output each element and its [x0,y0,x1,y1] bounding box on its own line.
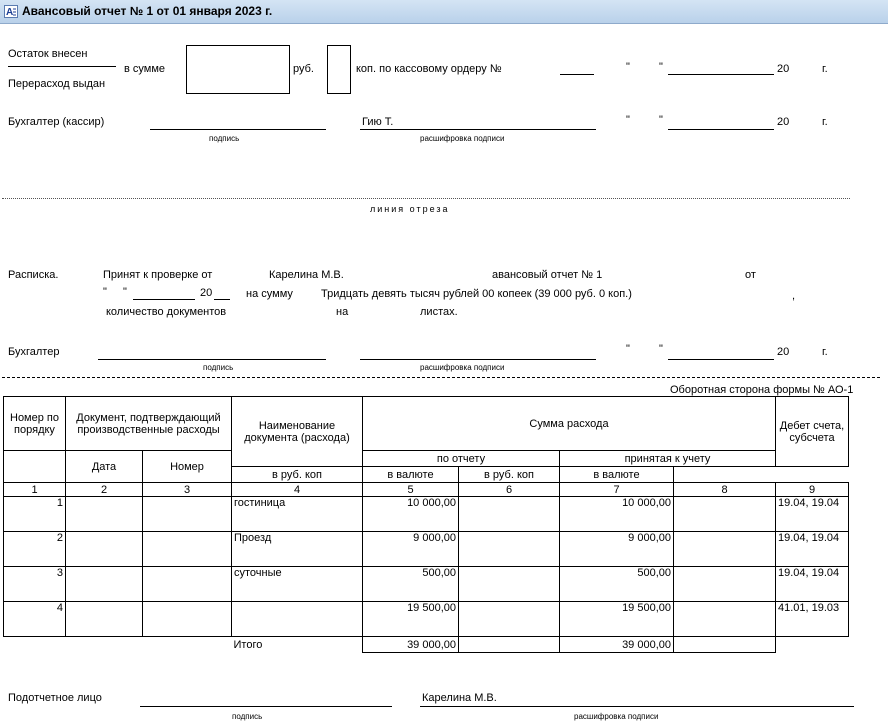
window-titlebar [0,0,888,24]
row-number: 2 [4,532,66,567]
header-cur-1: в валюте [363,467,459,483]
table-row [4,602,849,637]
header-document: Документ, подтверждающий производственные расходы [66,397,232,451]
receipt-comma: , [792,290,796,302]
remainder-underline [8,66,116,67]
total-cur [459,637,560,653]
header-sum: Сумма расхода [363,397,776,451]
header-date: Дата [66,451,143,483]
table-row [4,497,849,532]
row-accepted: 10 000,00 [560,497,674,532]
header-cur-2: в валюте [560,467,674,483]
receipt-year: 20 [200,287,213,299]
row-debit: 41.01, 19.03 [776,602,849,637]
header-rub-2: в руб. коп [459,467,560,483]
header-number: Номер по порядку [4,397,66,451]
kop-order-label: коп. по кассовому ордеру № [356,63,502,75]
row-accepted-cur [674,567,776,602]
row-number: 3 [4,567,66,602]
remainder-label: Остаток внесен [8,48,88,60]
total-rub: 39 000,00 [363,637,459,653]
receipt-label: Расписка. [8,269,59,281]
colnum-1: 1 [4,483,66,497]
row-doc-number[interactable] [143,532,232,567]
window-title: Авансовый отчет № 1 от 01 января 2023 г. [22,4,273,18]
row-debit: 19.04, 19.04 [776,532,849,567]
row-number: 4 [4,602,66,637]
receipt-amount-text: Тридцать девять тысяч рублей 00 копеек (39 000 руб. 0 коп.) [321,288,632,300]
row-accepted: 500,00 [560,567,674,602]
row-cur [459,567,560,602]
receipt-day-line[interactable] [133,299,195,300]
accountant-label: Бухгалтер [8,346,60,358]
header-by-report: по отчету [363,451,560,467]
table-row [4,532,849,567]
cashier-label: Бухгалтер (кассир) [8,116,105,128]
accountant-signature-line[interactable] [98,359,326,360]
accountable-person-label: Подотчетное лицо [8,692,102,704]
receipt-ot: от [745,269,756,281]
table-row [4,567,849,602]
accountant-name-line[interactable] [360,359,596,360]
accountant-year-suffix: г. [822,346,828,358]
colnum-9: 9 [776,483,849,497]
cashier-year: 20 [777,116,790,128]
receipt-docs-count: количество документов [106,306,227,318]
accountant-decode-hint: расшифровка подписи [420,363,505,372]
row-rub: 19 500,00 [363,602,459,637]
colnum-2: 2 [66,483,143,497]
cashier-signature-line[interactable] [150,129,326,130]
cashier-quote-close: " [659,114,663,126]
accountable-signature-hint: подпись [232,712,263,721]
cashier-date-line[interactable] [668,129,774,130]
row-date[interactable] [66,497,143,532]
accountable-name-line [420,706,854,707]
accountant-quote-open: " [626,343,630,355]
row-cur [459,497,560,532]
quote-close: " [659,61,663,73]
row-date[interactable] [66,602,143,637]
year-prefix: 20 [777,63,790,75]
colnum-5: 5 [363,483,459,497]
row-cur [459,602,560,637]
row-doc-number[interactable] [143,602,232,637]
cashier-year-suffix: г. [822,116,828,128]
cut-line-label: линия отреза [370,204,450,214]
row-accepted-cur [674,602,776,637]
colnum-6: 6 [459,483,560,497]
receipt-year-line[interactable] [214,299,230,300]
cashier-name: Гию Т. [362,116,394,128]
header-debit: Дебет счета, субсчета [776,397,849,467]
total-label: Итого [233,638,263,651]
receipt-sheets: листах. [420,306,458,318]
header-rub-1: в руб. коп [232,467,363,483]
cashier-quote-open: " [626,114,630,126]
receipt-accepted: Принят к проверке от [103,269,213,281]
report-icon [4,5,18,18]
cut-dashed-line [2,377,880,378]
header-name: Наименование документа (расхода) [232,397,363,467]
row-name: Проезд [232,532,363,567]
accountable-signature-line[interactable] [140,706,392,707]
header-num: Номер [143,451,232,483]
row-number: 1 [4,497,66,532]
rub-label: руб. [293,63,314,75]
total-accepted: 39 000,00 [560,637,674,653]
row-debit: 19.04, 19.04 [776,497,849,532]
amount-rub-box[interactable] [186,45,290,94]
svg-text:A: A [6,7,14,18]
row-accepted: 9 000,00 [560,532,674,567]
receipt-person: Карелина М.В. [269,269,344,281]
receipt-quote-close: " [123,286,127,298]
row-rub: 500,00 [363,567,459,602]
row-rub: 10 000,00 [363,497,459,532]
accountable-name: Карелина М.В. [422,692,497,704]
row-doc-number[interactable] [143,497,232,532]
row-accepted: 19 500,00 [560,602,674,637]
row-accepted-cur [674,532,776,567]
colnum-4: 4 [232,483,363,497]
cashier-name-line [360,129,596,130]
row-name: суточные [232,567,363,602]
row-name: гостиница [232,497,363,532]
order-number-line[interactable] [560,74,594,75]
colnum-3: 3 [143,483,232,497]
accountant-signature-hint: подпись [203,363,234,372]
row-name [232,602,363,637]
header-number-cont [4,451,66,483]
receipt-na: на [336,306,349,318]
year-suffix: г. [822,63,828,75]
overspend-label: Перерасход выдан [8,78,106,90]
colnum-7: 7 [560,483,674,497]
header-accepted: принятая к учету [560,451,776,467]
cashier-decode-hint: расшифровка подписи [420,134,505,143]
in-amount-label: в сумме [124,63,166,75]
colnum-8: 8 [674,483,776,497]
receipt-quote-open: " [103,286,107,298]
cut-dotted-line [2,198,850,199]
total-row [4,637,849,653]
row-rub: 9 000,00 [363,532,459,567]
quote-open: " [626,61,630,73]
amount-kop-box[interactable] [327,45,351,94]
expense-table [3,396,849,653]
receipt-amount-label: на сумму [246,288,293,300]
reverse-title: Оборотная сторона формы № АО-1 [670,384,854,396]
row-cur [459,532,560,567]
cashier-signature-hint: подпись [209,134,240,143]
row-debit: 19.04, 19.04 [776,567,849,602]
order-date-line[interactable] [668,74,774,75]
total-accepted-cur [674,637,776,653]
row-accepted-cur [674,497,776,532]
row-doc-number[interactable] [143,567,232,602]
accountant-year: 20 [777,346,790,358]
receipt-report: авансовый отчет № 1 [492,269,603,281]
row-date[interactable] [66,532,143,567]
row-date[interactable] [66,567,143,602]
accountable-decode-hint: расшифровка подписи [574,712,659,721]
accountant-date-line[interactable] [668,359,774,360]
accountant-quote-close: " [659,343,663,355]
